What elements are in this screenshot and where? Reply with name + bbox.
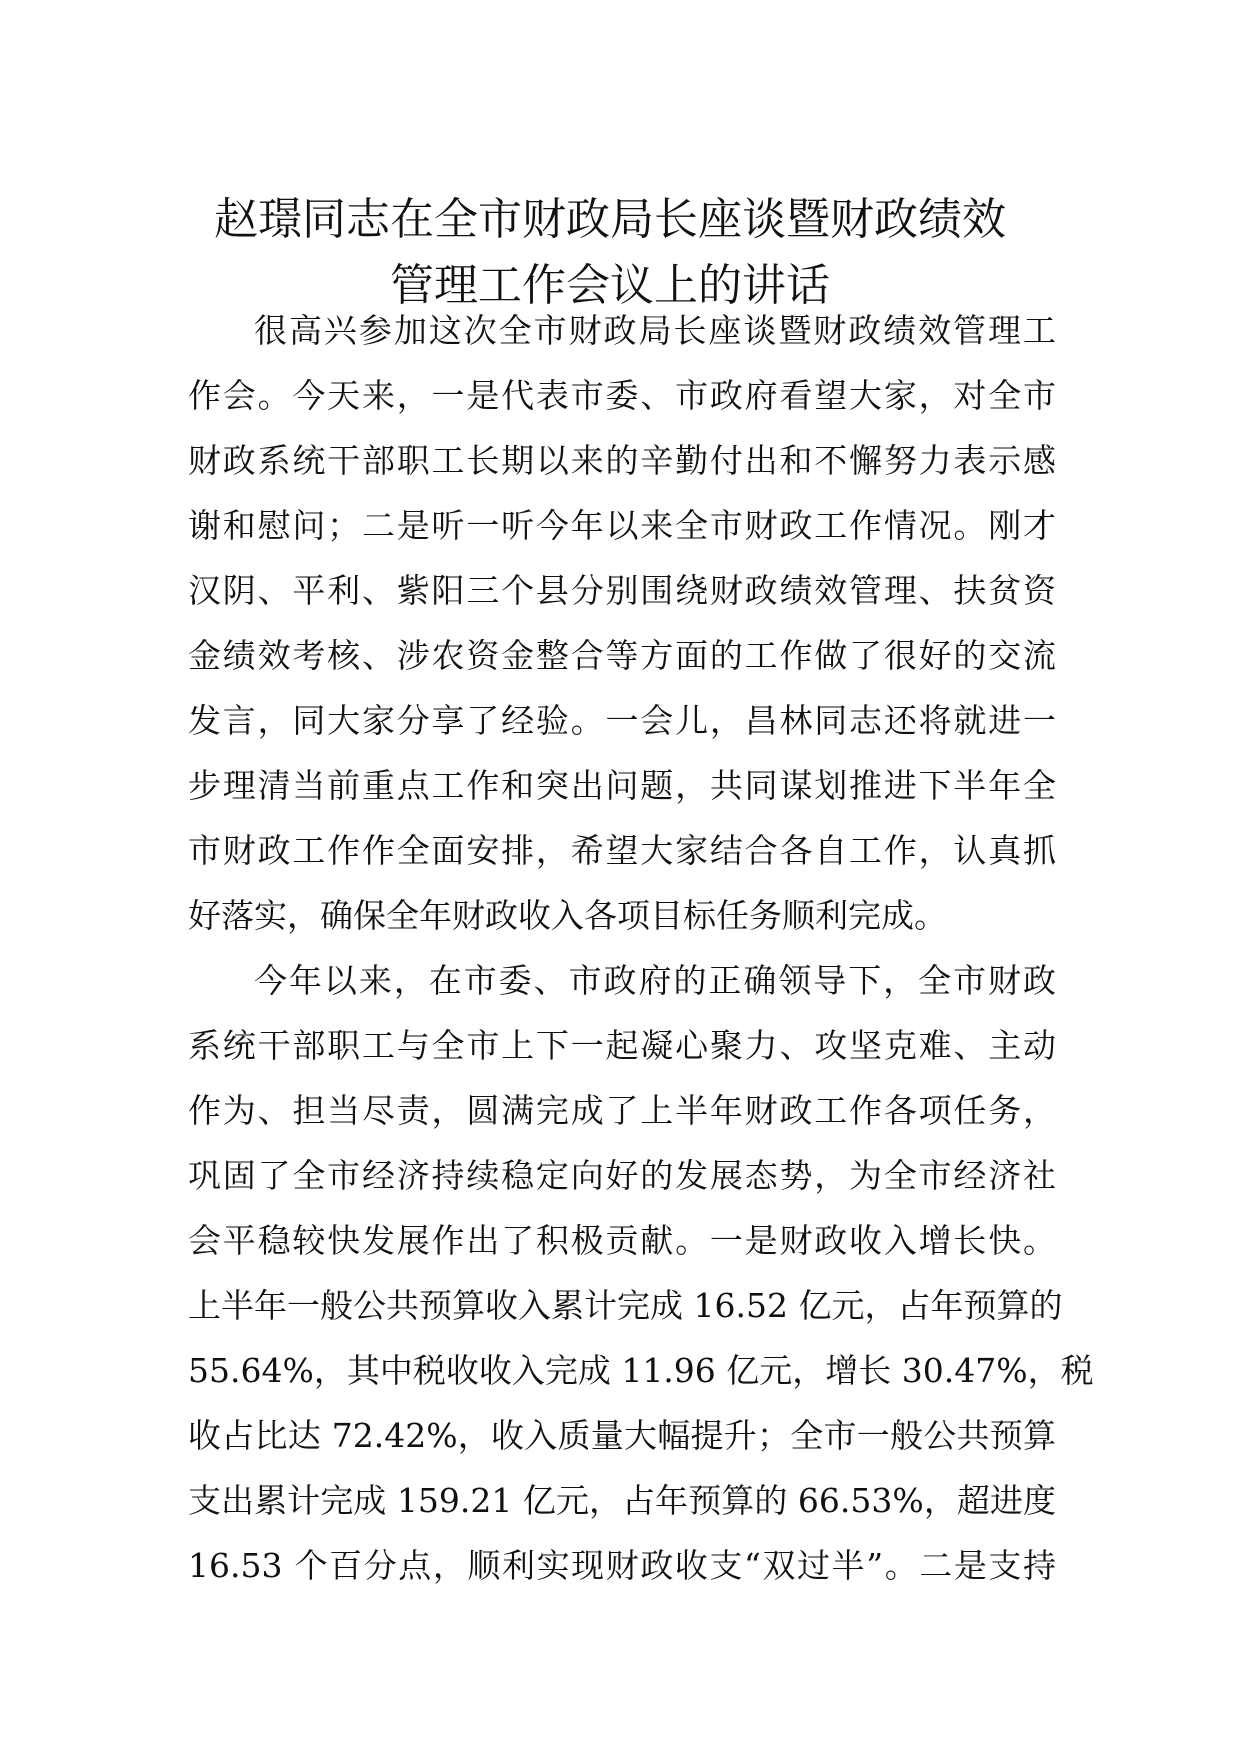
text-line: 市财政工作作全面安排，希望大家结合各自工作，认真抓 [188,831,1056,870]
text-line: 发言，同大家分享了经验。一会儿，昌林同志还将就进一 [188,701,1056,740]
text-line: 16.53 个百分点，顺利实现财政收支“双过半”。二是支持 [188,1546,1056,1585]
text-line: 步理清当前重点工作和突出问题，共同谋划推进下半年全 [188,766,1056,805]
text-line: 上半年一般公共预算收入累计完成 16.52 亿元，占年预算的 [188,1286,1063,1325]
text-line: 今年以来，在市委、市政府的正确领导下，全市财政 [254,961,1056,1000]
text-line: 支出累计完成 159.21 亿元，占年预算的 66.53%，超进度 [188,1481,1056,1520]
text-line: 作会。今天来，一是代表市委、市政府看望大家，对全市 [188,376,1056,415]
text-line: 财政系统干部职工长期以来的辛勤付出和不懈努力表示感 [188,441,1056,480]
paragraph-1 [188,298,1056,948]
text-line: 很高兴参加这次全市财政局长座谈暨财政绩效管理工 [254,311,1056,350]
text-line: 55.64%，其中税收收入完成 11.96 亿元，增长 30.47%，税 [188,1351,1094,1390]
text-line: 会平稳较快发展作出了积极贡献。一是财政收入增长快。 [188,1221,1056,1260]
text-line: 收占比达 72.42%，收入质量大幅提升；全市一般公共预算 [188,1416,1056,1455]
text-line: 金绩效考核、涉农资金整合等方面的工作做了很好的交流 [188,636,1056,675]
text-line: 巩固了全市经济持续稳定向好的发展态势，为全市经济社 [188,1156,1056,1195]
title-line-2: 管理工作会议上的讲话 [390,260,830,312]
text-line: 谢和慰问；二是听一听今年以来全市财政工作情况。刚才 [188,506,1056,545]
text-line: 汉阴、平利、紫阳三个县分别围绕财政绩效管理、扶贫资 [188,571,1056,610]
paragraph-2 [188,948,1094,1598]
text-line: 作为、担当尽责，圆满完成了上半年财政工作各项任务， [188,1091,1056,1130]
text-line: 系统干部职工与全市上下一起凝心聚力、攻坚克难、主动 [188,1026,1056,1065]
title-line-1: 赵璟同志在全市财政局长座谈暨财政绩效 [214,194,1006,246]
text-line: 好落实，确保全年财政收入各项目标任务顺利完成。 [188,896,947,935]
document-body [188,298,1094,1598]
